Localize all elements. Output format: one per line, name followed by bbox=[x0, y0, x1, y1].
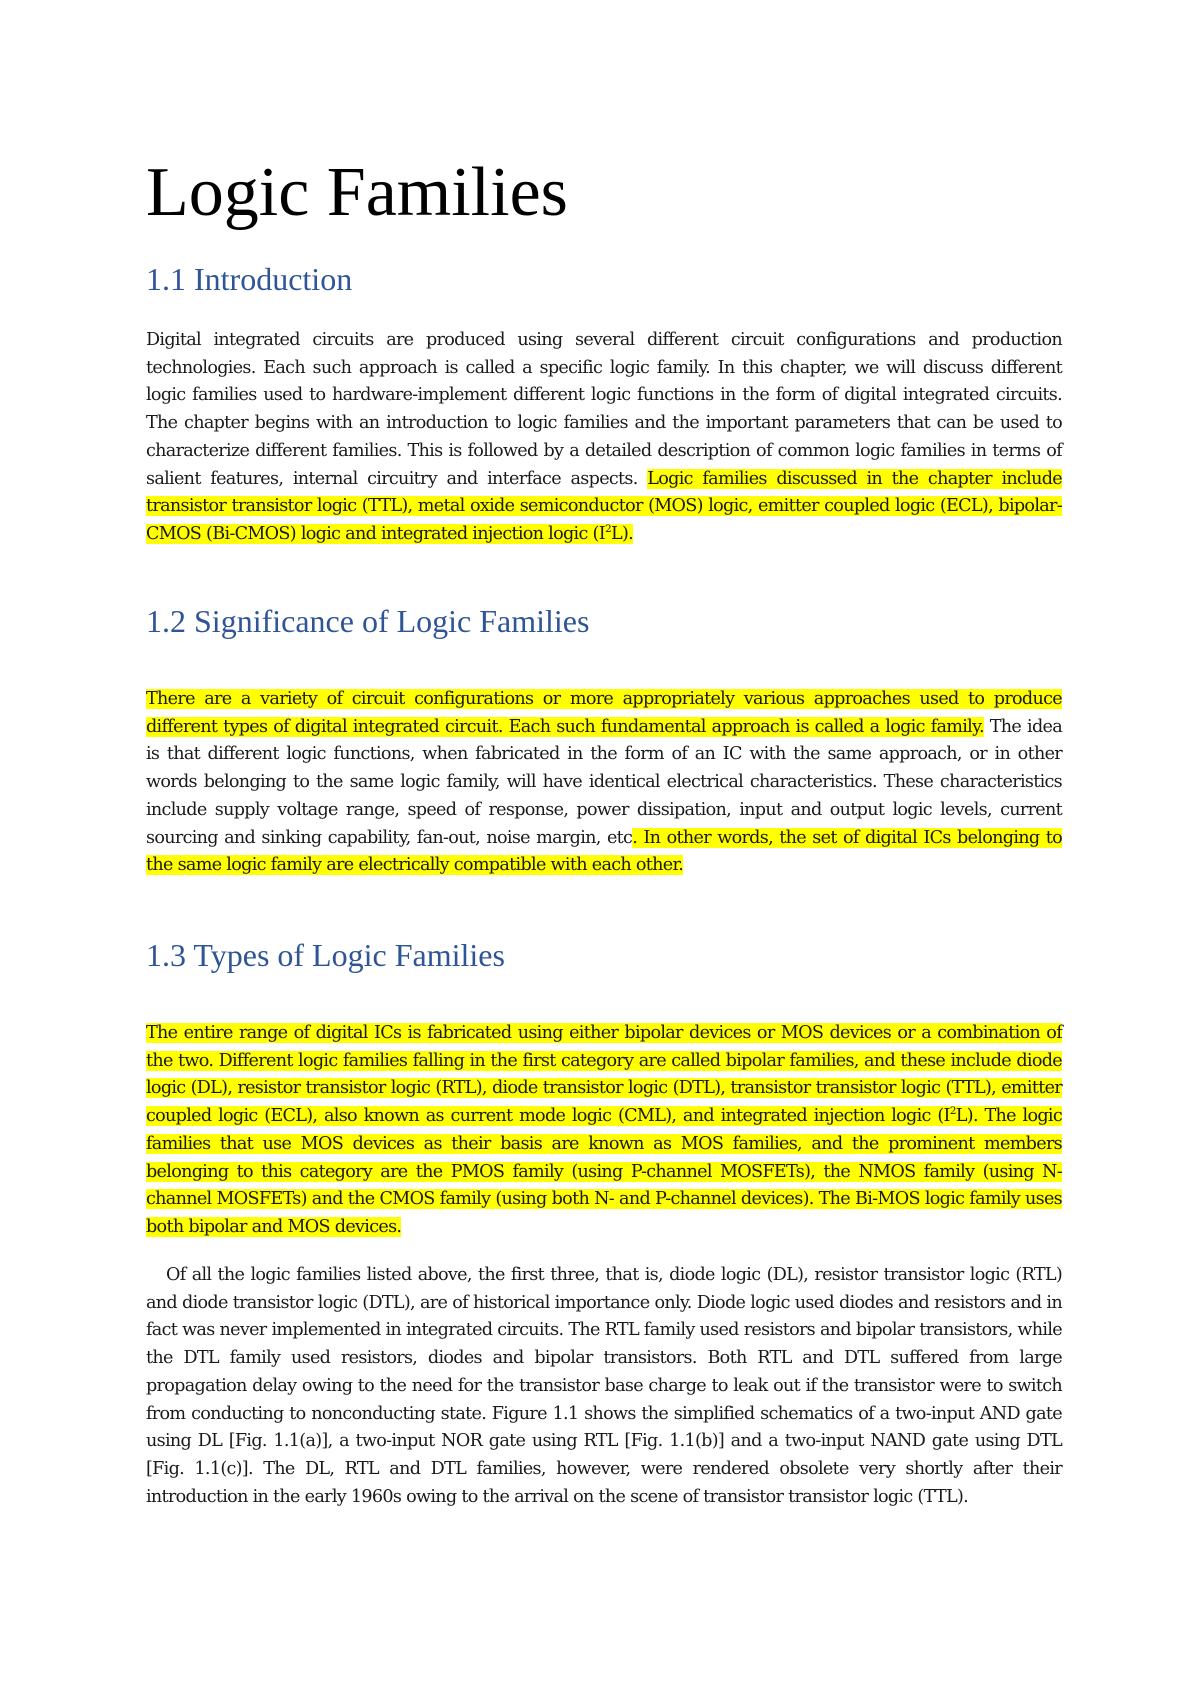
types-highlight bbox=[146, 1023, 1062, 1237]
types-highlight-text: The entire range of digital ICs is fabricated using either bipolar devices or MOS devices or a combination of the two. Different logic families falling in the first category are called bipolar families, and these include diode logic (DL), resistor transistor logic (RTL), diode transistor logic (DTL), transistor transistor logic (TTL), emitter coupled logic (ECL), also known as current mode logic (CML), and integrated injection logic (I bbox=[146, 1023, 1062, 1127]
section-heading-introduction: 1.1 Introduction bbox=[146, 261, 353, 297]
history-paragraph: Of all the logic families listed above, the first three, that is, diode logic (DL), resistor transistor logic (RTL) and diode transistor logic (DTL), are of historical importance only. Diode logic used diodes and resistors and in fact was never implemented in integrated circuits. The RTL family used resistors and bipolar transistors, while the DTL family used resistors, diodes and bipolar transistors. Both RTL and DTL suffered from large propagation delay owing to the need for the transistor base charge to leak out if the transistor were to switch from conducting to nonconducting state. Figure 1.1 shows the simplified schematics of a two-input AND gate using DL [Fig. 1.1(a)], a two-input NOR gate using RTL [Fig. 1.1(b)] and a two-input NAND gate using DTL [Fig. 1.1(c)]. The DL, RTL and DTL families, however, were rendered obsolete very shortly after their introduction in the early 1960s owing to the arrival on the scene of transistor transistor logic (TTL). bbox=[146, 1265, 1062, 1507]
significance-paragraph bbox=[146, 686, 1062, 880]
section-heading-significance: 1.2 Significance of Logic Families bbox=[146, 603, 590, 639]
types-highlight-end: L). The logic families that use MOS devices as their basis are known as MOS families, and the prominent members belonging to this category are the PMOS family (using P-channel MOSFETs), the NMOS family (using N-channel MOSFETs) and the CMOS family (using both N- and P-channel devices). The Bi-MOS logic family uses both bipolar and MOS devices. bbox=[146, 1106, 1062, 1237]
types-paragraph bbox=[146, 1020, 1062, 1242]
section-heading-types: 1.3 Types of Logic Families bbox=[146, 937, 505, 973]
introduction-highlight-text: Logic families discussed in the chapter include transistor transistor logic (TTL), metal oxide semiconductor (MOS) logic, emitter coupled logic (ECL), bipolar-CMOS (Bi-CMOS) logic and integrated injection logic (I bbox=[146, 468, 1062, 544]
introduction-text: Digital integrated circuits are produced using several different circuit configurations and production technologies. Each such approach is called a specific logic family. In this chapter, we will discuss different logic families used to hardware-implement different logic functions in the form of digital integrated circuits. The chapter begins with an introduction to logic families and the important parameters that can be used to characterize different families. This is followed by a detailed description of common logic families in terms of salient features, internal circuitry and interface aspects. bbox=[146, 330, 1062, 489]
document-title: Logic Families bbox=[146, 154, 568, 231]
significance-highlight-start: There are a variety of circuit configurations or more appropriately various approaches used to produce different types of digital integrated circuit. Each such fundamental approach is called a logic family. bbox=[146, 689, 1062, 737]
superscript-two: 2 bbox=[604, 523, 611, 536]
introduction-highlight-end: L). bbox=[610, 523, 634, 544]
significance-highlight-end: . In other words, the set of digital ICs belonging to the same logic family are electrically compatible with each other. bbox=[146, 827, 1063, 876]
significance-text: The idea is that different logic functions, when fabricated in the form of an IC with the same approach, or in other words belonging to the same logic family, will have identical electrical characteristics. These characteristics include supply voltage range, speed of response, power dissipation, input and output logic levels, current sourcing and sinking capability, fan-out, noise margin, etc bbox=[146, 716, 1063, 848]
introduction-paragraph bbox=[146, 327, 1062, 549]
superscript-two: 2 bbox=[949, 1105, 956, 1118]
